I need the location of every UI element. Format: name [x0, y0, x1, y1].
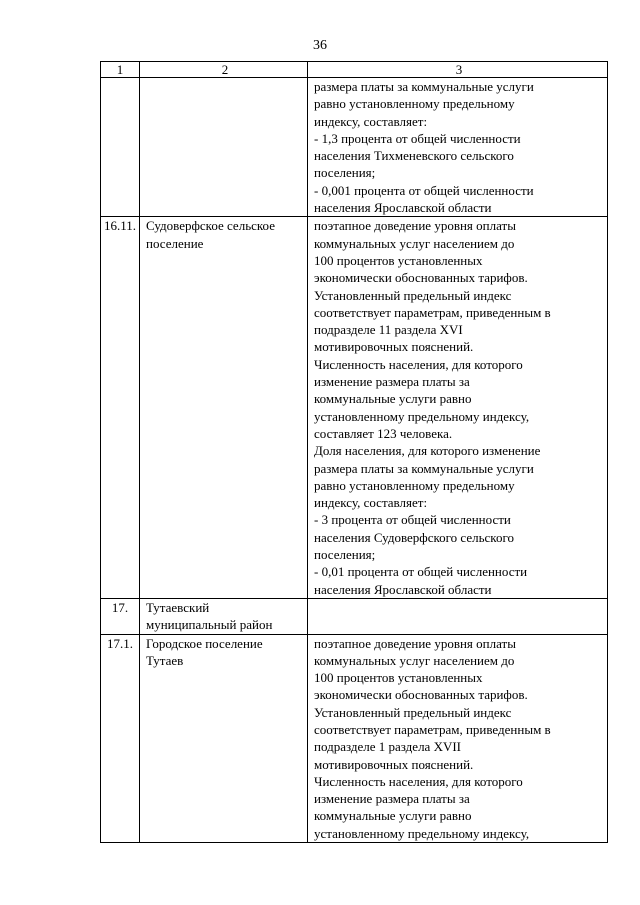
header-col-2: 2: [140, 62, 308, 78]
table-row: [101, 78, 608, 217]
name-line: Городское поселение: [146, 635, 263, 651]
row-number: 17.: [101, 598, 140, 634]
text-line: Установленный предельный индекс: [314, 704, 512, 720]
name-line: поселение: [146, 235, 204, 251]
table-header-row: [101, 62, 608, 78]
name-line: Тутаев: [146, 652, 184, 668]
text-line: составляет 123 человека.: [314, 425, 453, 441]
text-line: размера платы за коммунальные услуги: [314, 79, 534, 94]
row-name: [140, 78, 308, 217]
table-row: [101, 634, 608, 843]
row-name: [140, 634, 308, 843]
name-line: муниципальный район: [146, 617, 273, 633]
row-description: [308, 78, 608, 217]
text-line: установленному предельному индексу,: [314, 825, 530, 841]
text-line: - 0,01 процента от общей численности: [314, 564, 528, 580]
row-description: [308, 598, 608, 634]
text-line: равно установленному предельному: [314, 477, 515, 493]
text-line: соответствует параметрам, приведенным в: [314, 304, 551, 320]
text-line: коммунальных услуг населением до: [314, 235, 515, 251]
text-line: Численность населения, для которого: [314, 773, 523, 789]
text-line: коммунальные услуги равно: [314, 808, 472, 824]
text-line: поселения;: [314, 165, 376, 181]
text-line: подразделе 11 раздела XVI: [314, 322, 463, 338]
text-line: поэтапное доведение уровня оплаты: [314, 218, 516, 234]
text-line: экономически обоснованных тарифов.: [314, 270, 528, 286]
row-description: [308, 634, 608, 843]
text-line: экономически обоснованных тарифов.: [314, 687, 528, 703]
text-line: индексу, составляет:: [314, 113, 428, 129]
row-number: 17.1.: [101, 634, 140, 843]
text-line: 100 процентов установленных: [314, 252, 483, 268]
text-line: мотивировочных пояснений.: [314, 339, 474, 355]
tariff-table: [100, 61, 608, 843]
text-line: мотивировочных пояснений.: [314, 756, 474, 772]
text-line: населения Судоверфского сельского: [314, 529, 514, 545]
name-line: Судоверфское сельское: [146, 218, 275, 234]
text-line: размера платы за коммунальные услуги: [314, 460, 534, 476]
text-line: - 3 процента от общей численности: [314, 512, 511, 528]
text-line: 100 процентов установленных: [314, 670, 483, 686]
name-line: Тутаевский: [146, 599, 210, 615]
table-row: [101, 217, 608, 599]
text-line: поселения;: [314, 547, 376, 563]
row-number: 16.11.: [101, 217, 140, 599]
text-line: населения Ярославской области: [314, 581, 492, 597]
header-col-1: 1: [101, 62, 140, 78]
text-line: населения Тихменевского сельского: [314, 148, 514, 164]
text-line: соответствует параметрам, приведенным в: [314, 721, 551, 737]
text-line: населения Ярославской области: [314, 200, 492, 216]
text-line: индексу, составляет:: [314, 495, 428, 511]
text-line: - 0,001 процента от общей численности: [314, 182, 534, 198]
text-line: подразделе 1 раздела XVII: [314, 739, 462, 755]
row-number: [101, 78, 140, 217]
text-line: изменение размера платы за: [314, 374, 470, 390]
text-line: коммунальные услуги равно: [314, 391, 472, 407]
text-line: равно установленному предельному: [314, 96, 515, 112]
text-line: поэтапное доведение уровня оплаты: [314, 635, 516, 651]
table-row: [101, 598, 608, 634]
row-name: [140, 217, 308, 599]
text-line: установленному предельному индексу,: [314, 408, 530, 424]
page-number: 36: [313, 38, 327, 53]
header-col-3: 3: [308, 62, 608, 78]
text-line: - 1,3 процента от общей численности: [314, 130, 521, 146]
text-line: Доля населения, для которого изменение: [314, 443, 541, 459]
row-description: [308, 217, 608, 599]
text-line: коммунальных услуг населением до: [314, 652, 515, 668]
text-line: Численность населения, для которого: [314, 356, 523, 372]
text-line: изменение размера платы за: [314, 791, 470, 807]
text-line: Установленный предельный индекс: [314, 287, 512, 303]
row-name: [140, 598, 308, 634]
